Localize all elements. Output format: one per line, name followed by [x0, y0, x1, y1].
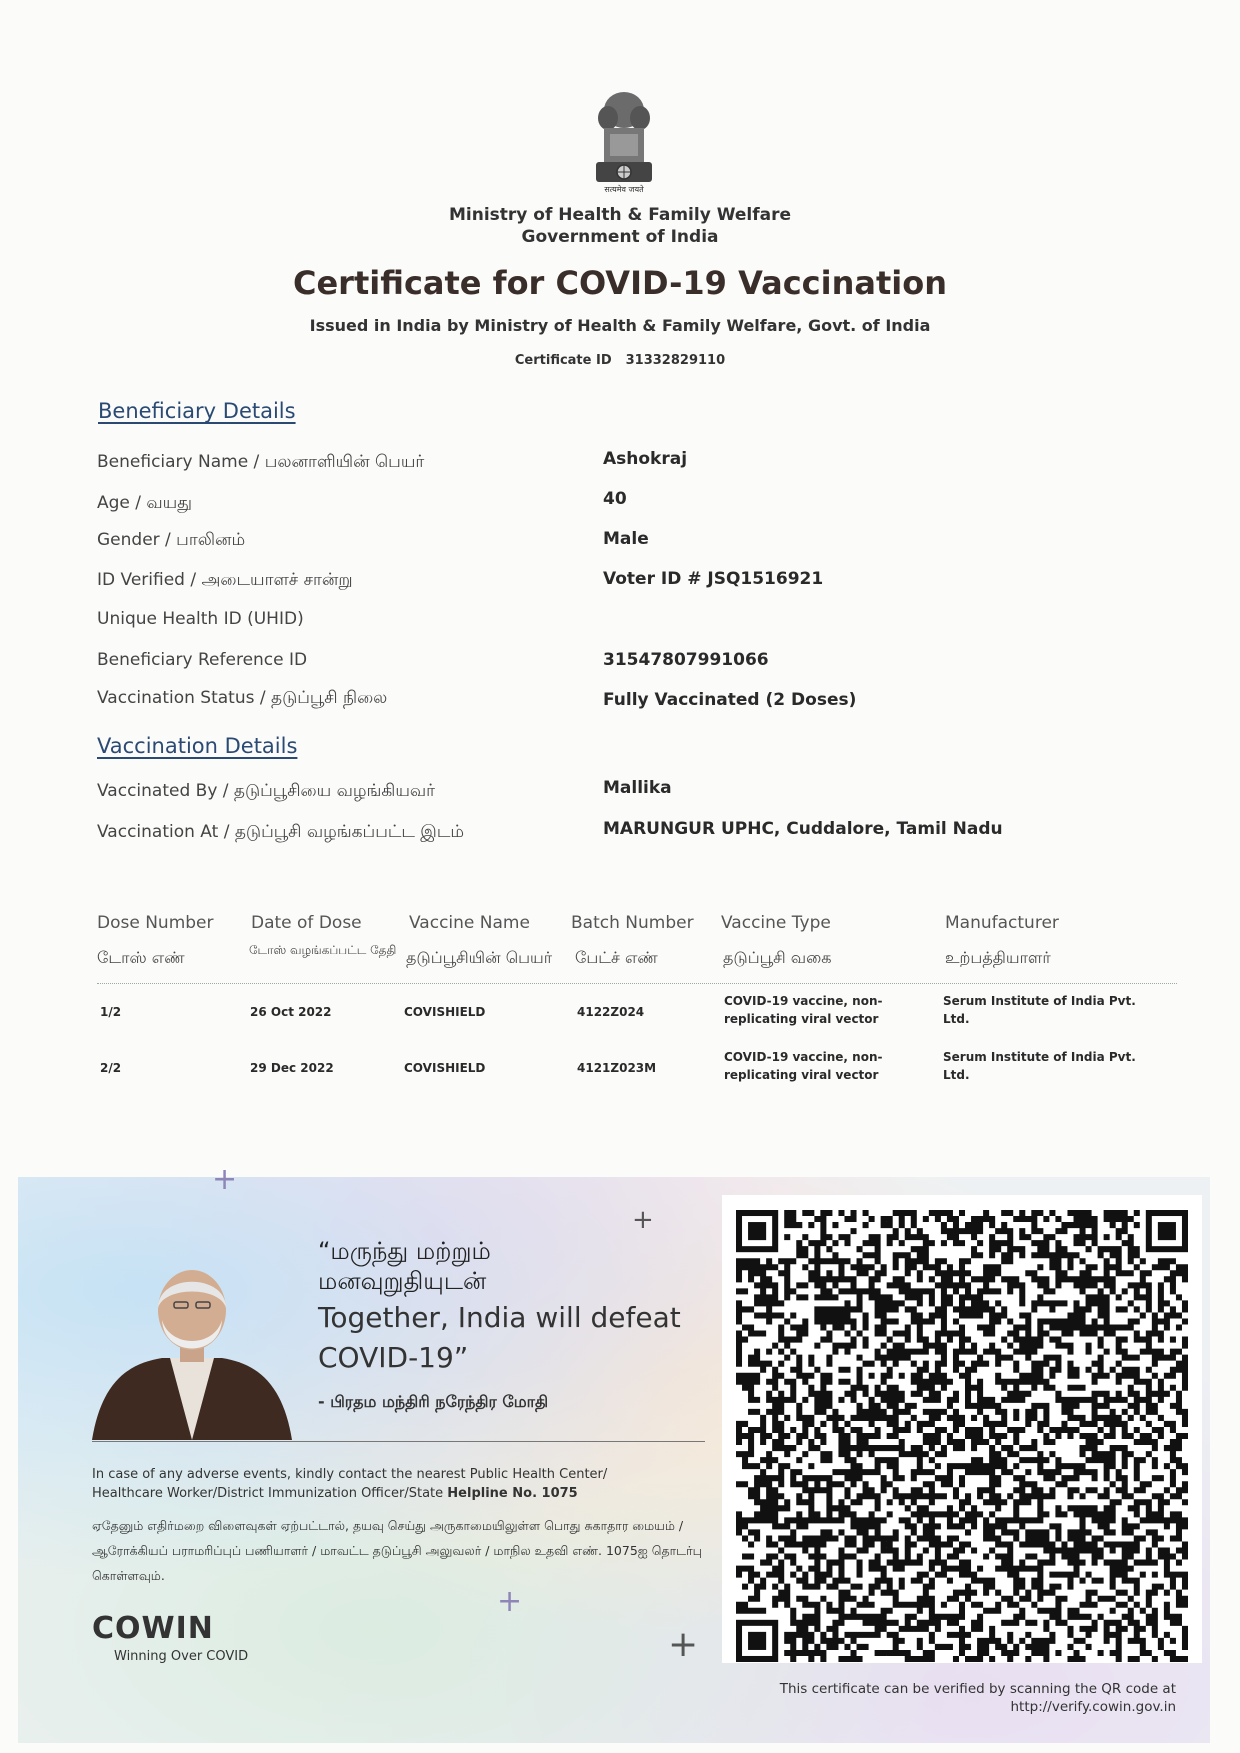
vaccination-at-value: MARUNGUR UPHC, Cuddalore, Tamil Nadu: [603, 819, 1003, 839]
gender-value: Male: [603, 529, 649, 549]
manufacturer-cell: Serum Institute of India Pvt. Ltd.: [943, 994, 1136, 1026]
dose-number-cell: 1/2: [100, 1005, 122, 1019]
qr-finder-pattern: [739, 1213, 775, 1249]
emblem-caption: सत्यमेव जयते: [604, 185, 644, 194]
qr-finder-pattern: [1149, 1213, 1185, 1249]
vaccination-status-label: Vaccination Status / தடுப்பூசி நிலை: [97, 688, 388, 708]
quote-english-line: Together, India will defeat: [318, 1301, 681, 1334]
banner-divider: [92, 1441, 705, 1442]
gender-label: Gender / பாலினம்: [97, 530, 246, 550]
beneficiary-name-label: Beneficiary Name / பலனாளியின் பெயர்: [97, 452, 425, 472]
quote-tamil-line: “மருந்து மற்றும்: [318, 1237, 491, 1265]
batch-number-cell: 4122Z024: [577, 1005, 645, 1019]
dose-number-cell: 2/2: [100, 1061, 122, 1075]
adverse-events-notice-tamil: ஏதேனும் எதிர்மறை விளைவுகள் ஏற்பட்டால், தயவு செய்து அருகாமையிலுள்ள பொது சுகாதார மையம் / ஆரோக்கியப் பராமரிப்புப் பணியாளர் / மாவட்ட தடுப்பூசி அலுவலர் / மாநில உதவி எண். 1075ஐ தொடர்பு கொள்ளவும்.: [92, 1518, 702, 1583]
batch-number-cell: 4121Z023M: [577, 1061, 657, 1075]
quote-tamil-line: மனவுறுதியுடன்: [318, 1267, 487, 1295]
portrait-icon: [92, 1258, 292, 1440]
ministry-name: Ministry of Health & Family Welfare: [449, 205, 791, 225]
plus-decoration-icon: +: [632, 1205, 654, 1235]
qr-code: [736, 1210, 1188, 1662]
plus-decoration-icon: +: [212, 1162, 238, 1197]
manufacturer-cell: Serum Institute of India Pvt. Ltd.: [943, 1050, 1136, 1082]
beneficiary-name-value: Ashokraj: [603, 449, 688, 469]
col-manufacturer: Manufacturer: [945, 913, 1059, 933]
table-divider: [97, 983, 1177, 984]
verify-line: This certificate can be verified by scanning the QR code at: [779, 1681, 1176, 1697]
age-label: Age / வயது: [97, 493, 193, 513]
plus-decoration-icon: +: [497, 1584, 523, 1619]
beneficiary-details-heading: Beneficiary Details: [98, 399, 296, 423]
beneficiary-reference-id-label: Beneficiary Reference ID: [97, 650, 308, 670]
col-manufacturer-ta: உற்பத்தியாளர்: [945, 948, 1051, 967]
col-date-of-dose-ta: டோஸ் வழங்கப்பட்ட தேதி: [249, 943, 397, 957]
uhid-label: Unique Health ID (UHID): [97, 609, 304, 629]
quote-attribution: - பிரதம மந்திரி நரேந்திர மோதி: [318, 1392, 549, 1411]
age-value: 40: [603, 489, 627, 509]
qr-modules: [736, 1210, 1188, 1662]
vaccinated-by-label: Vaccinated By / தடுப்பூசியை வழங்கியவர்: [97, 781, 436, 801]
vaccination-at-label: Vaccination At / தடுப்பூசி வழங்கப்பட்ட இடம்: [97, 822, 465, 842]
id-verified-value: Voter ID # JSQ1516921: [603, 569, 824, 589]
prime-minister-portrait: [92, 1258, 292, 1440]
vaccine-type-cell: COVID-19 vaccine, non-replicating viral vector: [724, 994, 883, 1026]
col-vaccine-type-ta: தடுப்பூசி வகை: [723, 948, 832, 967]
adverse-line: In case of any adverse events, kindly contact the nearest Public Health Center/: [92, 1467, 608, 1482]
certificate-title: Certificate for COVID-19 Vaccination: [292, 264, 947, 302]
col-dose-number: Dose Number: [97, 913, 214, 933]
certificate-id-label: Certificate ID: [514, 353, 612, 368]
adverse-line-text: Healthcare Worker/District Immunization Officer/State: [92, 1486, 444, 1501]
vaccine-name-cell: COVISHIELD: [404, 1061, 486, 1075]
dose-date-cell: 26 Oct 2022: [250, 1005, 332, 1019]
vaccinated-by-value: Mallika: [603, 778, 672, 798]
ashoka-emblem-icon: [590, 88, 658, 198]
col-vaccine-name-ta: தடுப்பூசியின் பெயர்: [406, 948, 553, 967]
plus-decoration-icon: +: [668, 1624, 699, 1665]
verify-url: http://verify.cowin.gov.in: [1010, 1699, 1176, 1715]
adverse-events-notice: [92, 1465, 712, 1503]
col-batch-number-ta: பேட்ச் எண்: [575, 948, 658, 967]
national-emblem: [590, 88, 658, 198]
qr-finder-pattern: [739, 1623, 775, 1659]
helpline-number: Helpline No. 1075: [447, 1486, 578, 1501]
col-vaccine-name: Vaccine Name: [409, 913, 530, 933]
certificate-id: [0, 353, 1240, 368]
col-dose-number-ta: டோஸ் எண்: [97, 948, 185, 967]
col-vaccine-type: Vaccine Type: [721, 913, 831, 933]
quote-english-line: COVID-19”: [318, 1341, 469, 1374]
id-verified-label: ID Verified / அடையாளச் சான்று: [97, 570, 353, 590]
cowin-tagline: Winning Over COVID: [114, 1649, 249, 1664]
qr-code-icon: [736, 1210, 1188, 1662]
quote-tamil: [318, 1236, 491, 1296]
quote-english: [318, 1298, 681, 1378]
government-name: Government of India: [521, 227, 719, 247]
cowin-logo: COWIN: [92, 1611, 214, 1646]
col-batch-number: Batch Number: [571, 913, 694, 933]
beneficiary-reference-id-value: 31547807991066: [603, 650, 769, 670]
vaccine-type-cell: COVID-19 vaccine, non-replicating viral vector: [724, 1050, 883, 1082]
certificate-id-value: 31332829110: [625, 353, 726, 368]
col-date-of-dose: Date of Dose: [251, 913, 362, 933]
verification-note: [690, 1680, 1176, 1716]
issued-by: Issued in India by Ministry of Health & Family Welfare, Govt. of India: [309, 316, 931, 335]
vaccination-status-value: Fully Vaccinated (2 Doses): [603, 690, 857, 710]
vaccination-details-heading: Vaccination Details: [97, 734, 298, 758]
vaccine-name-cell: COVISHIELD: [404, 1005, 486, 1019]
dose-date-cell: 29 Dec 2022: [250, 1061, 334, 1075]
adverse-line: [92, 1484, 712, 1503]
